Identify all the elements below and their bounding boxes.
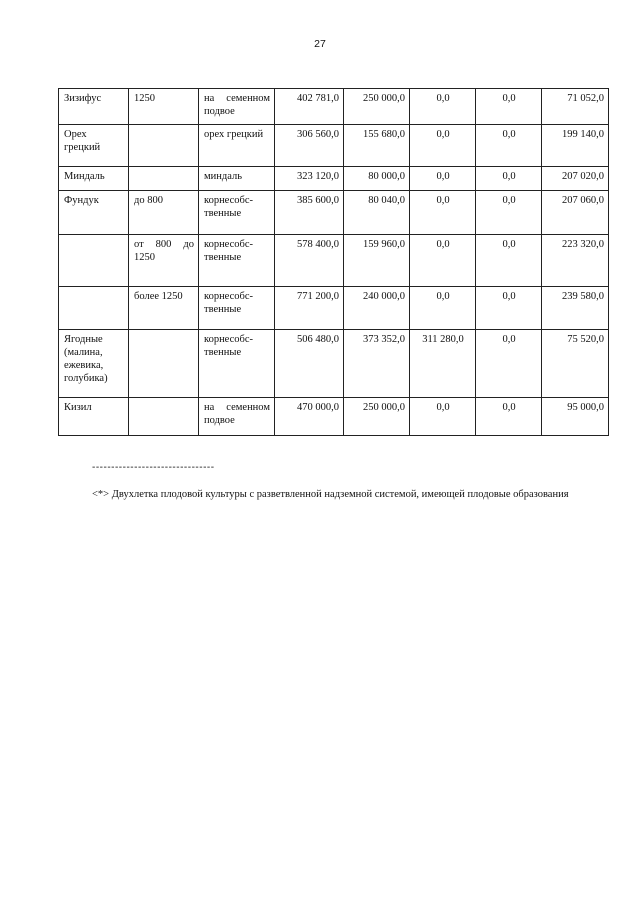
density-cell xyxy=(129,125,199,167)
planting-type-cell: орех грецкий xyxy=(199,125,275,167)
value-cell-4: 0,0 xyxy=(476,191,542,235)
value-cell-3: 0,0 xyxy=(410,235,476,287)
value-cell-1: 771 200,0 xyxy=(275,287,344,330)
table-row xyxy=(59,287,609,330)
footnote-separator: -------------------------------- xyxy=(92,462,215,473)
density-cell: более 1250 xyxy=(129,287,199,330)
value-cell-2: 155 680,0 xyxy=(344,125,410,167)
planting-type-cell: на семенном подвое xyxy=(199,398,275,436)
planting-type-cell: корнесобс-твенные xyxy=(199,235,275,287)
crop-cost-table xyxy=(58,88,609,436)
value-cell-2: 250 000,0 xyxy=(344,89,410,125)
value-cell-2: 250 000,0 xyxy=(344,398,410,436)
value-cell-3: 311 280,0 xyxy=(410,330,476,398)
footnote-text: <*> Двухлетка плодовой культуры с разветвленной надземной системой, имеющей плодовые образования xyxy=(92,489,569,500)
planting-type-cell: миндаль xyxy=(199,167,275,191)
value-cell-2: 373 352,0 xyxy=(344,330,410,398)
value-cell-1: 506 480,0 xyxy=(275,330,344,398)
value-cell-4: 0,0 xyxy=(476,125,542,167)
page-number: 27 xyxy=(314,38,326,50)
value-cell-2: 80 040,0 xyxy=(344,191,410,235)
table-row xyxy=(59,125,609,167)
value-cell-4: 0,0 xyxy=(476,89,542,125)
crop-name-cell: Фундук xyxy=(59,191,129,235)
value-cell-5: 207 060,0 xyxy=(542,191,609,235)
table-row xyxy=(59,235,609,287)
value-cell-5: 239 580,0 xyxy=(542,287,609,330)
value-cell-4: 0,0 xyxy=(476,330,542,398)
value-cell-5: 95 000,0 xyxy=(542,398,609,436)
value-cell-3: 0,0 xyxy=(410,287,476,330)
crop-name-cell: Зизифус xyxy=(59,89,129,125)
crop-name-cell xyxy=(59,287,129,330)
density-cell: до 800 xyxy=(129,191,199,235)
value-cell-4: 0,0 xyxy=(476,235,542,287)
value-cell-2: 240 000,0 xyxy=(344,287,410,330)
density-cell xyxy=(129,167,199,191)
value-cell-3: 0,0 xyxy=(410,191,476,235)
table-row xyxy=(59,330,609,398)
value-cell-1: 402 781,0 xyxy=(275,89,344,125)
value-cell-2: 159 960,0 xyxy=(344,235,410,287)
table-row xyxy=(59,167,609,191)
density-cell: от 800 до 1250 xyxy=(129,235,199,287)
value-cell-4: 0,0 xyxy=(476,398,542,436)
value-cell-1: 470 000,0 xyxy=(275,398,344,436)
crop-name-cell: Ягодные (малина, ежевика, голубика) xyxy=(59,330,129,398)
table-row xyxy=(59,398,609,436)
density-cell xyxy=(129,330,199,398)
value-cell-5: 207 020,0 xyxy=(542,167,609,191)
planting-type-cell: корнесобс-твенные xyxy=(199,191,275,235)
table-row xyxy=(59,191,609,235)
value-cell-5: 71 052,0 xyxy=(542,89,609,125)
value-cell-3: 0,0 xyxy=(410,398,476,436)
value-cell-1: 323 120,0 xyxy=(275,167,344,191)
value-cell-3: 0,0 xyxy=(410,89,476,125)
crop-name-cell: Кизил xyxy=(59,398,129,436)
density-cell: 1250 xyxy=(129,89,199,125)
value-cell-1: 578 400,0 xyxy=(275,235,344,287)
planting-type-cell: на семенном подвое xyxy=(199,89,275,125)
planting-type-cell: корнесобс-твенные xyxy=(199,287,275,330)
value-cell-3: 0,0 xyxy=(410,167,476,191)
table-row xyxy=(59,89,609,125)
value-cell-1: 385 600,0 xyxy=(275,191,344,235)
value-cell-5: 199 140,0 xyxy=(542,125,609,167)
crop-name-cell xyxy=(59,235,129,287)
crop-name-cell: Орех грецкий xyxy=(59,125,129,167)
density-cell xyxy=(129,398,199,436)
planting-type-cell: корнесобс-твенные xyxy=(199,330,275,398)
value-cell-4: 0,0 xyxy=(476,287,542,330)
value-cell-3: 0,0 xyxy=(410,125,476,167)
value-cell-2: 80 000,0 xyxy=(344,167,410,191)
value-cell-5: 223 320,0 xyxy=(542,235,609,287)
crop-name-cell: Миндаль xyxy=(59,167,129,191)
value-cell-5: 75 520,0 xyxy=(542,330,609,398)
value-cell-1: 306 560,0 xyxy=(275,125,344,167)
value-cell-4: 0,0 xyxy=(476,167,542,191)
